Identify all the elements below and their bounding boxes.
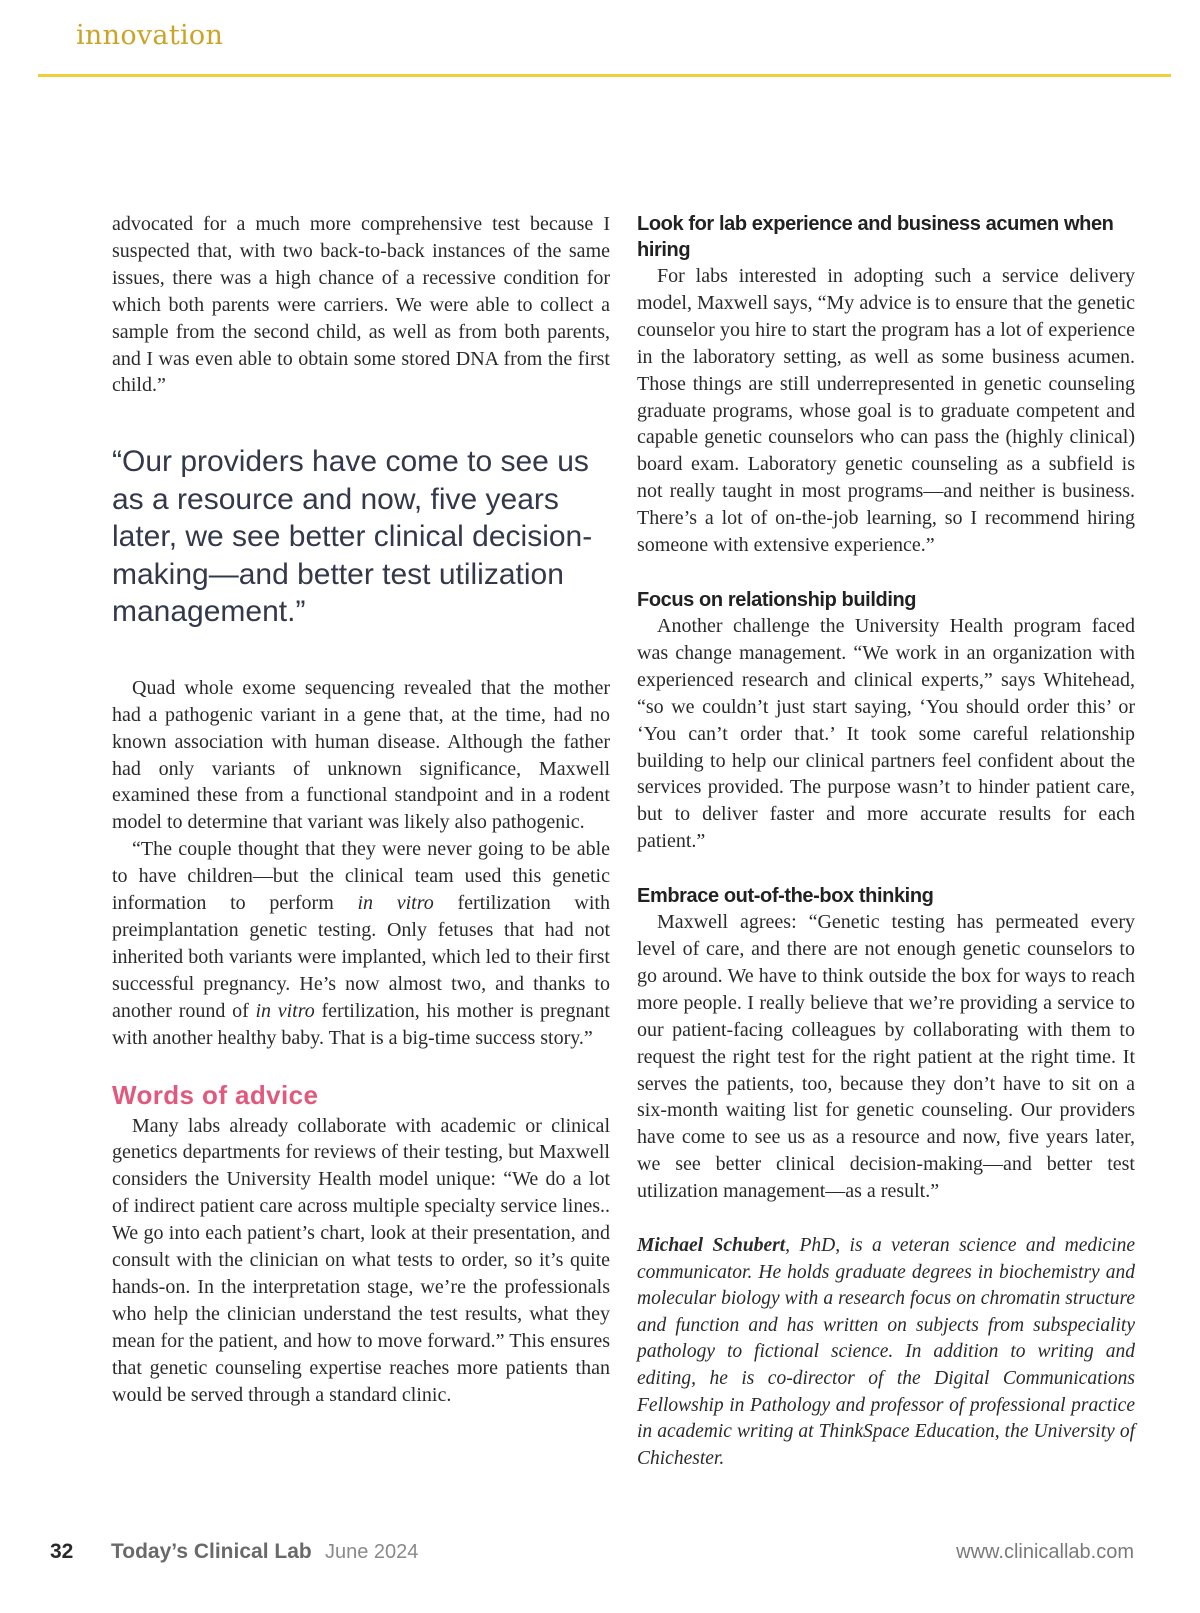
- right-paragraph-2: Another challenge the University Health program faced was change management. “We work in an organization with experienced research and clinical experts,” says Whitehead, “so we couldn’t just start saying, ‘You should order this’ or ‘You can’t order that.’ It took some careful relationship building to help our clinical partners feel confident about the services provided. The purpose wasn’t to hinder patient care, but to deliver faster and more accurate results for each patient.”: [637, 614, 1135, 853]
- para3-part-c: fertilization, his mother is pregnant with another healthy baby. That is a big-time success story.”: [112, 999, 610, 1049]
- pull-quote: “Our providers have come to see us as a resource and now, five years later, we see better clinical decision-making—and better test utilization management.”: [112, 445, 593, 629]
- subhead-relationship-building: Focus on relationship building: [637, 588, 917, 611]
- website-link[interactable]: www.clinicallab.com: [956, 1541, 1134, 1563]
- magazine-name: Today’s Clinical Lab: [111, 1540, 312, 1563]
- section-heading-words-of-advice: Words of advice: [112, 1079, 319, 1110]
- issue-date: June 2024: [325, 1541, 419, 1563]
- author-bio: [637, 1233, 1135, 1472]
- right-paragraph-1: For labs interested in adopting such a service delivery model, Maxwell says, “My advice is to ensure that the genetic counselor you hire to start the program has a lot of experience in the laboratory setting, as well as some business acumen. Those things are still underrepresented in genetic counseling graduate programs, whose goal is to graduate competent and capable genetic counselors who can pass the (highly clinical) board exam. Laboratory genetic counseling as a subfield is not really taught in most programs—and neither is business. There’s a lot of on-the-job learning, so I recommend hiring someone with extensive experience.”: [637, 265, 1135, 557]
- para3-italic-1: in vitro: [357, 892, 434, 915]
- para3-italic-2: in vitro: [255, 999, 315, 1022]
- para3-part-a: “The couple thought that they were never going to be able to have children—but the clinical team used this genetic information to perform: [112, 838, 610, 915]
- left-column: [112, 211, 610, 1409]
- section-label: innovation: [76, 20, 224, 51]
- left-paragraph-4: Many labs already collaborate with academic or clinical genetics departments for reviews of their testing, but Maxwell considers the University Health model unique: “We do a lot of indirect patient care across multiple specialty service lines.. We go into each patient’s chart, look at their presentation, and consult with the clinician on what tests to order, so it’s quite hands-on. In the interpretation stage, we’re the professionals who help the clinician understand the test results, what they mean for the patient, and how to move forward.” This ensures that genetic counseling expertise reaches more patients than would be served through a standard clinic.: [112, 1114, 610, 1406]
- right-column: [637, 211, 1135, 1472]
- para3-part-b: fertilization with preimplantation genetic testing. Only fetuses that had not inherited both variants were implanted, which led to their first successful pregnancy. He’s now almost two, and thanks to another round of: [112, 892, 610, 1022]
- page-footer: [0, 1540, 1200, 1580]
- left-paragraph-2: Quad whole exome sequencing revealed that the mother had a pathogenic variant in a gene that, at the time, had no known association with human disease. Although the father had only variants of unknown significance, Maxwell examined these from a functional standpoint and in a rodent model to determine that variant was likely also pathogenic.: [112, 676, 610, 834]
- author-name: Michael Schubert: [637, 1235, 786, 1257]
- author-bio-text: , PhD, is a veteran science and medicine communicator. He holds graduate degrees in biochemistry and molecular biology with a research focus on chromatin structure and function and has written on subjects from subspeciality pathology to fictional science. In addition to writing and editing, he is co-director of the Digital Communications Fellowship in Pathology and professor of professional practice in academic writing at ThinkSpace Education, the University of Chichester.: [637, 1235, 1136, 1469]
- page-number: 32: [50, 1540, 74, 1563]
- header-rule: [38, 74, 1171, 77]
- subhead-out-of-the-box: Embrace out-of-the-box thinking: [637, 885, 934, 908]
- subhead-lab-experience: Look for lab experience and business acumen when hiring: [637, 213, 1114, 261]
- right-paragraph-3: Maxwell agrees: “Genetic testing has permeated every level of care, and there are not enough genetic counselors to go around. We have to think outside the box for ways to reach more people. I really believe that we’re providing a service to our patient-facing colleagues by collaborating with them to request the right test for the right patient at the right time. It serves the patients, too, because they don’t have to sit on a six-month waiting list for genetic counseling. Our providers have come to see us as a resource and now, five years later, we see better clinical decision-making—and better test utilization management—as a result.”: [637, 911, 1135, 1203]
- left-paragraph-3: [112, 836, 610, 1051]
- left-paragraph-1: advocated for a much more comprehensive test because I suspected that, with two back-to-back instances of the same issues, there was a high chance of a recessive condition for which both parents were carriers. We were able to collect a sample from the second child, as well as from both parents, and I was even able to obtain some stored DNA from the first child.”: [112, 213, 610, 397]
